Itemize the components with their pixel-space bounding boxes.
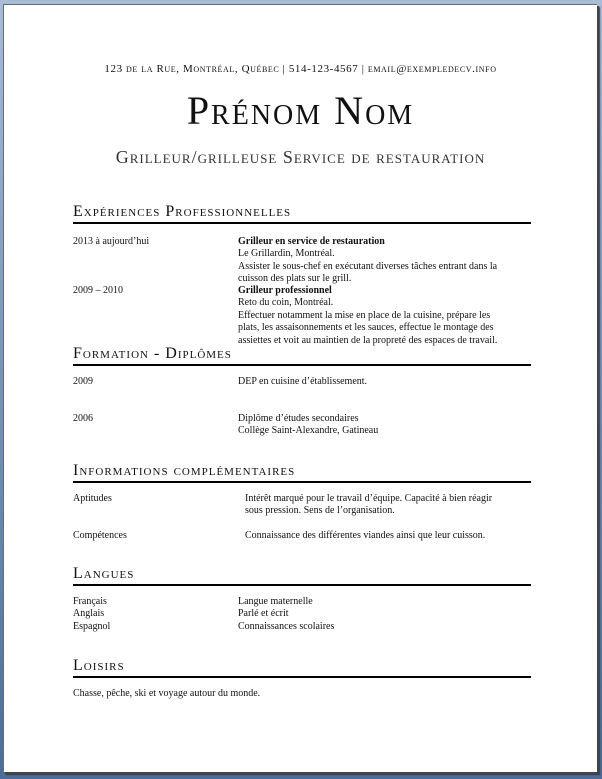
education-entry — [238, 413, 538, 438]
additional-line: Intérêt marqué pour le travail d’équipe. Capacité à bien réagir — [245, 493, 493, 504]
contact-line: 123 de la Rue, Montréal, Québec | 514-123-4567 | email@exempledecv.info — [104, 63, 497, 75]
section-heading-education: Formation - Diplômes — [73, 345, 531, 366]
language-level: Parlé et écrit — [238, 608, 289, 620]
language-name: Français — [73, 596, 107, 607]
education-year: 2009 — [73, 376, 93, 387]
experience-description-line: assiettes et voit au maintien de la propreté des espaces de travail. — [238, 334, 498, 346]
section-heading-languages: Langues — [73, 565, 531, 586]
experience-description-line: Assister le sous-chef en exécutant diverses tâches entrant dans la — [238, 260, 498, 272]
education-entry — [238, 376, 538, 388]
additional-entry — [245, 530, 535, 542]
education-line: Collège Saint-Alexandre, Gatineau — [238, 425, 379, 437]
experience-entry — [238, 285, 538, 347]
experience-period: 2013 à aujourd’hui — [73, 236, 150, 247]
additional-entry — [245, 493, 535, 518]
hobbies-text: Chasse, pêche, ski et voyage autour du monde. — [73, 688, 261, 699]
section-heading-additional: Informations complémentaires — [73, 462, 531, 483]
job-title: Grilleur/grilleuse Service de restauration — [115, 147, 486, 167]
education-year: 2006 — [73, 413, 93, 424]
experience-employer: Le Grillardin, Montréal. — [238, 248, 335, 260]
language-levels — [238, 596, 538, 633]
education-line: Diplôme d’études secondaires — [238, 413, 359, 424]
candidate-name: Prénom Nom — [186, 88, 415, 133]
additional-label: Compétences — [73, 530, 127, 541]
additional-line: Connaissance des différentes viandes ainsi que leur cuisson. — [245, 530, 486, 541]
section-heading-experience: Expériences Professionnelles — [73, 203, 531, 224]
additional-line: sous pression. Sens de l’organisation. — [245, 505, 395, 517]
language-level: Langue maternelle — [238, 596, 313, 607]
experience-role: Grilleur en service de restauration — [238, 236, 385, 247]
language-level: Connaissances scolaires — [238, 620, 335, 632]
language-name: Espagnol — [73, 620, 111, 632]
experience-entry — [238, 236, 538, 286]
section-heading-hobbies: Loisirs — [73, 657, 531, 678]
experience-description-line: cuisson des plats sur le grill. — [238, 273, 352, 285]
language-names — [73, 596, 233, 633]
resume-page — [3, 4, 597, 772]
experience-description-line: Effectuer notamment la mise en place de la cuisine, prépare les — [238, 309, 491, 321]
experience-period: 2009 – 2010 — [73, 285, 123, 296]
experience-description-line: plats, les assaisonnements et les sauces, effectue le montage des — [238, 322, 494, 334]
additional-label: Aptitudes — [73, 493, 112, 504]
language-name: Anglais — [73, 608, 105, 620]
experience-employer: Reto du coin, Montréal. — [238, 297, 334, 309]
experience-role: Grilleur professionnel — [238, 285, 332, 296]
education-line: DEP en cuisine d’établissement. — [238, 376, 368, 387]
